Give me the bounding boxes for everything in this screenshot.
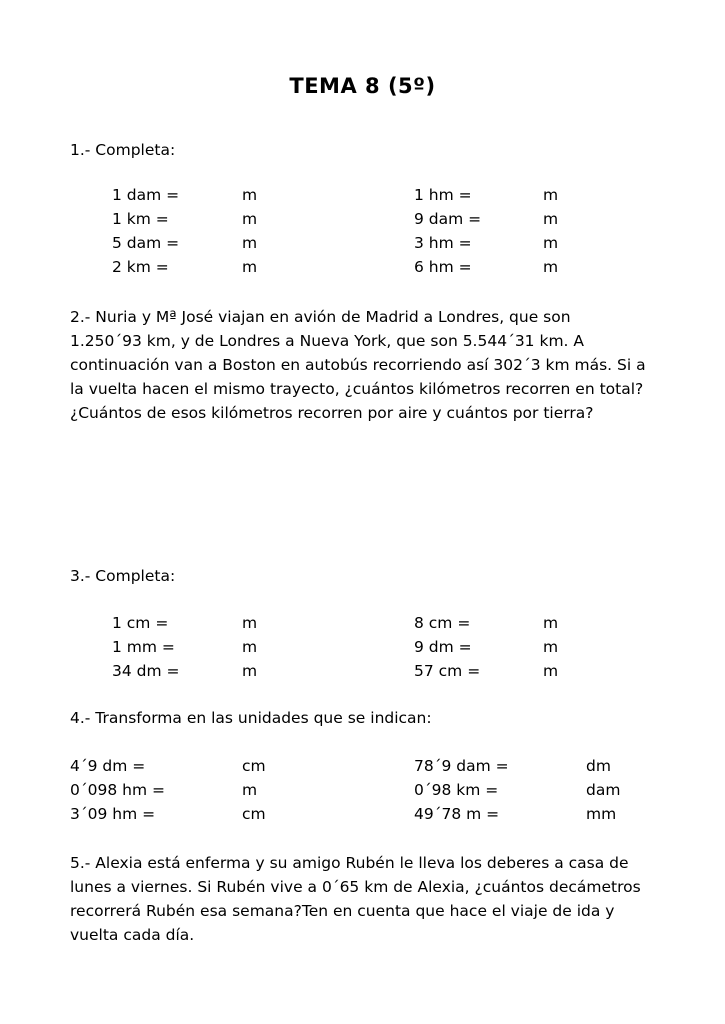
problem-line: 5.- Alexia está enferma y su amigo Rubén le lleva los deberes a casa de: [70, 854, 629, 872]
right-expression: 49´78 m =: [414, 805, 500, 823]
left-expression: 2 km =: [112, 258, 169, 276]
right-expression: 78´9 dam =: [414, 757, 509, 775]
exercise-4-heading: 4.- Transforma en las unidades que se indican:: [70, 709, 432, 727]
right-unit: m: [543, 258, 559, 276]
left-expression: 3´09 hm =: [70, 805, 156, 823]
exercise-3-heading: 3.- Completa:: [70, 567, 176, 585]
right-unit: dm: [586, 757, 611, 775]
left-unit: m: [242, 210, 258, 228]
left-unit: m: [242, 638, 258, 656]
left-expression: 1 mm =: [112, 638, 175, 656]
right-unit: m: [543, 210, 559, 228]
problem-line: 2.- Nuria y Mª José viajan en avión de Madrid a Londres, que son: [70, 308, 571, 326]
left-expression: 1 dam =: [112, 186, 180, 204]
right-expression: 1 hm =: [414, 186, 472, 204]
right-expression: 0´98 km =: [414, 781, 499, 799]
left-unit: m: [242, 234, 258, 252]
problem-line: continuación van a Boston en autobús recorriendo así 302´3 km más. Si a: [70, 356, 646, 374]
problem-line: vuelta cada día.: [70, 926, 195, 944]
left-unit: m: [242, 781, 258, 799]
problem-line: la vuelta hacen el mismo trayecto, ¿cuántos kilómetros recorren en total?: [70, 380, 644, 398]
right-expression: 8 cm =: [414, 614, 471, 632]
left-unit: m: [242, 186, 258, 204]
exercise-2-problem: [70, 305, 670, 425]
right-unit: m: [543, 662, 559, 680]
problem-line: recorrerá Rubén esa semana?Ten en cuenta que hace el viaje de ida y: [70, 902, 615, 920]
left-unit: m: [242, 662, 258, 680]
left-expression: 4´9 dm =: [70, 757, 146, 775]
right-expression: 57 cm =: [414, 662, 481, 680]
left-expression: 0´098 hm =: [70, 781, 165, 799]
problem-line: ¿Cuántos de esos kilómetros recorren por aire y cuántos por tierra?: [70, 404, 594, 422]
left-expression: 5 dam =: [112, 234, 180, 252]
right-unit: m: [543, 638, 559, 656]
left-expression: 1 cm =: [112, 614, 169, 632]
right-unit: m: [543, 614, 559, 632]
left-expression: 1 km =: [112, 210, 169, 228]
problem-line: lunes a viernes. Si Rubén vive a 0´65 km de Alexia, ¿cuántos decámetros: [70, 878, 641, 896]
right-unit: dam: [586, 781, 621, 799]
problem-line: 1.250´93 km, y de Londres a Nueva York, que son 5.544´31 km. A: [70, 332, 584, 350]
page-title: TEMA 8 (5º): [289, 74, 436, 98]
right-expression: 6 hm =: [414, 258, 472, 276]
left-unit: cm: [242, 757, 266, 775]
right-expression: 9 dm =: [414, 638, 472, 656]
right-expression: 9 dam =: [414, 210, 482, 228]
left-expression: 34 dm =: [112, 662, 180, 680]
right-unit: m: [543, 186, 559, 204]
right-unit: mm: [586, 805, 617, 823]
left-unit: m: [242, 258, 258, 276]
right-unit: m: [543, 234, 559, 252]
left-unit: cm: [242, 805, 266, 823]
exercise-5-problem: [70, 851, 670, 947]
exercise-1-heading: 1.- Completa:: [70, 141, 176, 159]
left-unit: m: [242, 614, 258, 632]
right-expression: 3 hm =: [414, 234, 472, 252]
